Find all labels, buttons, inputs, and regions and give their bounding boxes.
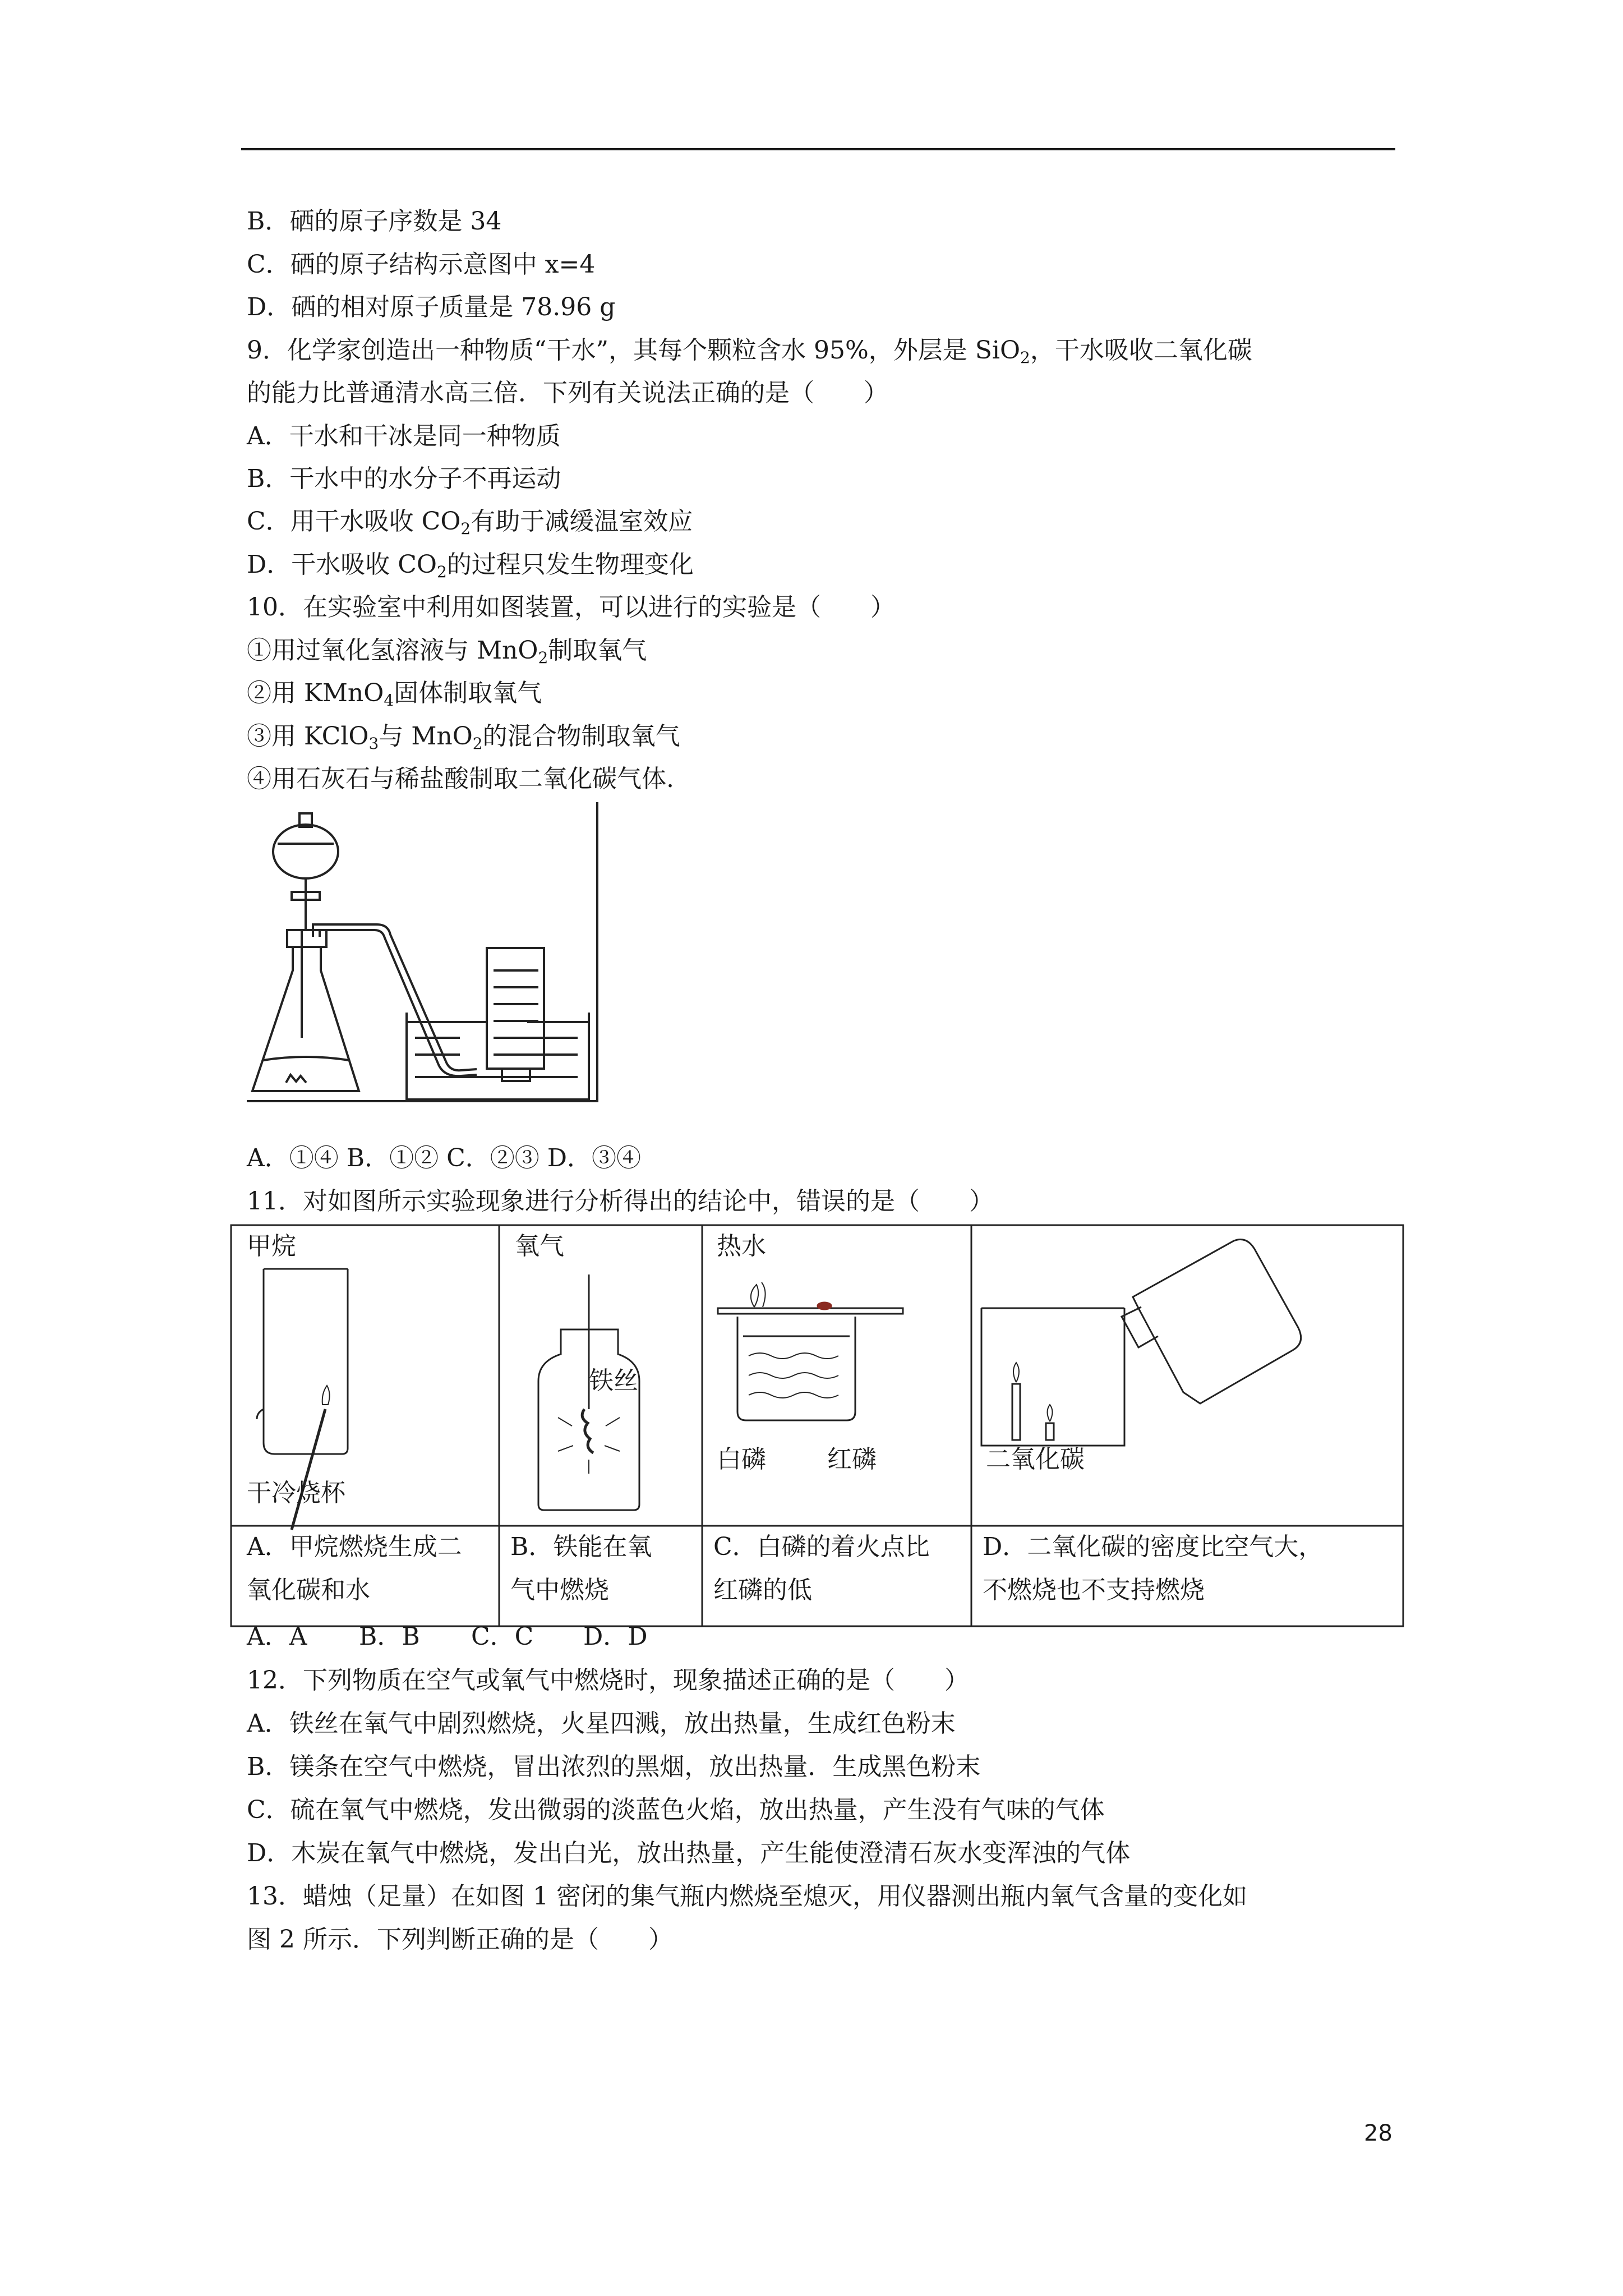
q9-option-d <box>247 548 694 582</box>
q10-stem: 10．在实验室中利用如图装置，可以进行的实验是（ ） <box>247 593 895 622</box>
copper-plate-icon <box>718 1308 903 1314</box>
q9-option-a: A．干水和干冰是同一种物质 <box>247 422 561 450</box>
q10-item3-sub2: 2 <box>472 734 483 753</box>
q9-sub: 2 <box>1020 348 1030 367</box>
q11-option-b: B．B <box>359 1622 420 1651</box>
q10-item3-c: 的混合物制取氧气 <box>482 722 680 751</box>
q9-option-c <box>247 505 693 539</box>
q13-stem-line1: 13．蜡烛（足量）在如图 1 密闭的集气瓶内燃烧至熄灭，用仪器测出瓶内氧气含量的变化如 <box>247 1882 1247 1911</box>
q9-text-a: 9．化学家创造出一种物质“干水”，其每个颗粒含水 95%，外层是 SiO <box>247 336 1021 365</box>
q9-text-b: ，干水吸收二氧化碳 <box>1030 336 1252 365</box>
q10-item2-b: 固体制取氧气 <box>394 679 542 707</box>
q9-d-text: D．干水吸收 CO <box>247 550 437 579</box>
q11-cell-c-red-p: 红磷 <box>827 1445 877 1474</box>
q11-option-c: C．C <box>471 1622 534 1651</box>
q11-stem: 11．对如图所示实验现象进行分析得出的结论中，错误的是（ ） <box>247 1187 994 1216</box>
q10-options: A．①④ B．①② C．②③ D．③④ <box>247 1144 642 1172</box>
header-rule <box>241 148 1395 150</box>
q9-stem-line2: 的能力比普通清水高三倍．下列有关说法正确的是（ ） <box>247 379 888 407</box>
q10-item-3 <box>247 720 680 753</box>
q9-c-text: C．用干水吸收 CO <box>247 507 461 536</box>
q11-experiment-table <box>230 1224 1405 1628</box>
q10-item-1 <box>247 634 647 668</box>
q10-item2-a: ②用 KMnO <box>247 679 384 707</box>
q10-item3-a: ③用 KClO <box>247 722 369 751</box>
q10-item2-sub: 4 <box>384 691 394 710</box>
q10-item-4: ④用石灰石与稀盐酸制取二氧化碳气体. <box>247 765 674 793</box>
q11-cell-b-side-label: 铁丝 <box>589 1366 638 1395</box>
q9-stem-line1 <box>247 334 1252 367</box>
q11-cell-a-label: 甲烷 <box>247 1232 296 1260</box>
candles-icon <box>1012 1363 1054 1440</box>
q11-cell-c-white-p: 白磷 <box>717 1445 766 1474</box>
q11-cell-b-label: 氧气 <box>515 1232 564 1260</box>
conical-flask-icon <box>252 930 359 1091</box>
burning-iron-wire-icon <box>558 1409 620 1474</box>
q11-cell-a-caption: 干冷烧杯 <box>247 1479 345 1507</box>
q13-stem-line2: 图 2 所示．下列判断正确的是（ ） <box>247 1925 673 1954</box>
q11-conclusion-b-1: B．铁能在氧 <box>510 1533 652 1561</box>
q11-options <box>247 1620 648 1654</box>
q11-cell-d-label: 二氧化碳 <box>986 1445 1085 1474</box>
red-phosphorus-icon <box>818 1303 831 1309</box>
q12-option-d: D．木炭在氧气中燃烧，发出白光，放出热量，产生能使澄清石灰水变浑浊的气体 <box>247 1839 1131 1867</box>
q10-item-2 <box>247 677 542 710</box>
q11-conclusion-b-2: 气中燃烧 <box>510 1576 609 1604</box>
q10-item1-a: ①用过氧化氢溶液与 MnO <box>247 636 538 665</box>
q12-option-c: C．硫在氧气中燃烧，发出微弱的淡蓝色火焰，放出热量，产生没有气味的气体 <box>247 1796 1105 1824</box>
white-phosphorus-icon <box>751 1282 766 1307</box>
q11-cell-c-label: 热水 <box>717 1232 766 1260</box>
q10-item3-sub: 3 <box>368 734 379 753</box>
co2-bottle-icon <box>1122 1240 1301 1404</box>
q11-conclusion-c-1: C．白磷的着火点比 <box>713 1533 930 1561</box>
q9-option-b: B．干水中的水分子不再运动 <box>247 464 561 493</box>
q12-option-b: B．镁条在空气中燃烧，冒出浓烈的黑烟，放出热量．生成黑色粉末 <box>247 1752 981 1781</box>
q8-option-d: D．硒的相对原子质量是 78.96 g <box>247 293 616 321</box>
q11-conclusion-d-2: 不燃烧也不支持燃烧 <box>983 1576 1205 1604</box>
q12-stem: 12．下列物质在空气或氧气中燃烧时，现象描述正确的是（ ） <box>247 1666 969 1695</box>
hot-water-beaker-icon <box>737 1317 855 1420</box>
q10-item1-b: 制取氧气 <box>548 636 647 665</box>
q11-conclusion-a-1: A．甲烷燃烧生成二 <box>247 1533 462 1561</box>
q8-option-c: C．硒的原子结构示意图中 x=4 <box>247 250 596 279</box>
gas-collecting-bottle-icon <box>487 948 544 1081</box>
q9-c-text-b: 有助于减缓温室效应 <box>471 507 693 536</box>
q9-d-text-b: 的过程只发生物理变化 <box>446 550 694 579</box>
q11-conclusion-a-2: 氧化碳和水 <box>247 1576 370 1604</box>
q11-option-a: A．A <box>247 1622 307 1651</box>
q10-item3-b: 与 MnO <box>379 722 473 751</box>
q10-apparatus-figure <box>247 802 600 1102</box>
q12-option-a: A．铁丝在氧气中剧烈燃烧，火星四溅，放出热量，生成红色粉末 <box>247 1709 956 1738</box>
q9-c-sub: 2 <box>460 519 471 538</box>
q10-item1-sub: 2 <box>538 648 548 667</box>
q11-option-d: D．D <box>583 1622 648 1651</box>
delivery-tube-icon <box>313 924 477 1076</box>
q8-option-b: B．硒的原子序数是 34 <box>247 207 502 236</box>
q9-d-sub: 2 <box>437 563 447 581</box>
q11-conclusion-c-2: 红磷的低 <box>713 1576 812 1604</box>
page-number: 28 <box>1364 2120 1393 2146</box>
q11-conclusion-d-1: D．二氧化碳的密度比空气大， <box>983 1533 1324 1561</box>
dry-cold-beaker-icon <box>257 1269 348 1454</box>
